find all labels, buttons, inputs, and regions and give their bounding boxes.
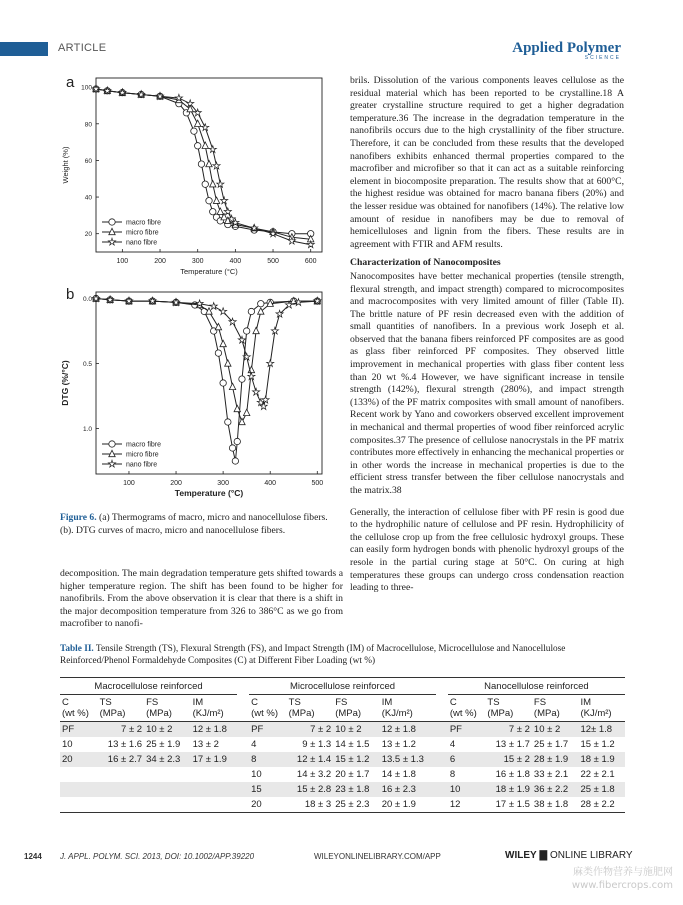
table-cell: 10 ± 2 <box>333 722 380 738</box>
table-cell: 15 ± 1.2 <box>580 739 615 750</box>
table-cell: 13 ± 2 <box>192 739 219 750</box>
table-cell: 12 ± 1.8 <box>380 722 436 738</box>
data-point <box>253 327 259 333</box>
x-tick-label: 500 <box>267 258 279 265</box>
data-point <box>239 376 245 382</box>
table-cell: 20 <box>249 797 287 813</box>
table-cell: 10 <box>62 739 73 750</box>
table-column-header: IM (KJ/m²) <box>380 695 436 722</box>
data-point <box>243 328 249 334</box>
table-cell: 25 ± 1.8 <box>578 782 625 797</box>
series-line <box>96 299 317 407</box>
table-cell: 18 ± 1.9 <box>485 782 532 797</box>
watermark-line: 麻类作物营养与施肥网 <box>573 867 673 878</box>
table-cell: 16 ± 2.3 <box>380 782 436 797</box>
y-axis-label: DTG (%/°C) <box>60 360 70 406</box>
table-cell: 28 ± 2.2 <box>578 797 625 813</box>
y-tick-label: 60 <box>84 157 92 165</box>
data-point <box>258 308 264 314</box>
data-point <box>221 197 228 204</box>
legend-marker <box>108 460 115 467</box>
table-cell <box>60 797 98 813</box>
table-cell: 8 <box>449 769 456 780</box>
data-point <box>224 208 231 215</box>
table-cell: 10 <box>448 782 486 797</box>
table-row <box>60 752 625 767</box>
x-tick-label: 300 <box>191 258 204 265</box>
table-cell: 12± 1.8 <box>578 722 625 738</box>
table-cell: 16 ± 2.7 <box>98 752 145 767</box>
paragraph: decomposition. The main degradation temperature gets shifted towards a higher temperature region. The shift has been found to be higher for nanofibrils. From the above observation it is clear that there is a shift in the major decomposition temperature from 326 to 386°C as we go from macrofiber to nanofi- <box>60 568 343 630</box>
table-cell: 14 ± 3.2 <box>296 769 332 780</box>
wiley-wordmark: WILEY <box>505 850 537 861</box>
table-header-row <box>60 695 625 722</box>
data-point <box>229 383 235 389</box>
table-cell: 18 ± 3 <box>287 797 334 813</box>
x-tick-label: 600 <box>304 258 317 265</box>
table-column-header: TS (MPa) <box>98 695 145 722</box>
figure-caption-text: (a) Thermograms of macro, micro and nanocellulose fibers. (b). DTG curves of macro, micro and nanocellulose fibers. <box>60 512 328 536</box>
legend-label: macro fibre <box>126 441 162 449</box>
y-tick-label: 0.0 <box>82 296 92 303</box>
table-cell: 8 <box>249 752 287 767</box>
y-tick-label: 1.0 <box>82 426 92 433</box>
table-cell: 13 ± 1.7 <box>495 739 530 750</box>
table-caption <box>60 643 625 668</box>
table-cell: 15 ± 2.8 <box>287 782 334 797</box>
x-tick-label: 400 <box>229 258 242 265</box>
x-tick-label: 300 <box>217 480 229 487</box>
data-point <box>225 419 231 425</box>
table-cell <box>98 782 145 797</box>
watermark <box>572 866 673 892</box>
table-cell: 9 ± 1.3 <box>302 739 332 750</box>
paragraph: Nanocomposites have better mechanical properties (tensile strength, flexural strength, and impact strength) compared to microcomposites and macrocomposites with very limited amount of filler (Table II). The brittle nature of PF resin decreased even with the addition of small quantities of nanofibers. In a previous work Joseph et al. observed that the banana fibers reinforced PF composites are as good as glass fiber reinforced PF composites. They observed little improvement in mechanical properties with glass fiber content less than 20 wt %.4 However, we have significant increase in tensile strength (142%), flexural strength (280%), and impact strength (133%) of the PF matrix composites with small amount of nanofibers. Recent work by Yano and coworkers observed excellent improvement in mechanical and thermal properties of wood fiber reinforced acrylic composites.37 The presence of cellulose nanocrystals in the PF matrix contributes more effectively in enhancing the mechanical properties or in other words the increase in mechanical properties is due to the efficient stress transfer between the fiber cellulose nanocrystals and the matrix.38 <box>350 270 624 496</box>
table-cell: 10 ± 2 <box>144 722 191 738</box>
table-row <box>60 737 625 752</box>
dtg-chart <box>60 286 330 504</box>
table-cell <box>144 782 191 797</box>
data-point <box>217 208 223 214</box>
legend-label: micro fibre <box>126 229 159 237</box>
table-cell: 14 ± 1.8 <box>381 769 416 780</box>
data-point <box>220 340 226 346</box>
table-cell: 20 ± 1.9 <box>380 797 436 813</box>
table-cell: 13 ± 1.2 <box>381 739 416 750</box>
data-point <box>239 418 245 424</box>
x-tick-label: 400 <box>264 480 277 487</box>
table-column-header: IM (KJ/m²) <box>578 695 625 722</box>
table-cell <box>98 767 145 782</box>
watermark-line: www.fibercrops.com <box>571 880 673 891</box>
table-cell: 25 ± 1.7 <box>533 739 569 750</box>
table-cell: 34 ± 2.3 <box>144 752 191 767</box>
table-cell: 14 ± 1.5 <box>335 739 370 750</box>
section-heading: Characterization of Nanocomposites <box>350 257 501 269</box>
data-point <box>198 161 204 167</box>
table-row <box>60 767 625 782</box>
paragraph: brils. Dissolution of the various components leaves cellulose as the residual material which has been reported to be crystalline.18 A greater crystalline structure required to get a higher degradation temperature.36 The increase in the degradation temperature in the nanofibrils occurs due to the high crystallinity of the fiber structure. Therefore, it can be concluded from these results that the developed nanofibers exhibits enhanced thermal properties compared to the macrofiber and microfiber so that it can act as a suitable reinforcing element in biocomposite preparation. The results show that at 600°C, the highest residue was obtained for macro banana fibers (20%) and the lesser residue was obtained for nanofibers (14%). The relative low amount of residue in nanofibers may be due to removal of hemicelluloses and lignin from the fibers. These results are in agreement with FTIR and AFM results. <box>350 75 624 250</box>
section-label: ARTICLE <box>58 42 107 54</box>
table-caption-text: Tensile Strength (TS), Flexural Strength (FS), and Impact Strength (IM) of Macrocellulose, Microcellulose and Nanocellulose Reinforced/Phenol Formaldehyde Composites (C) at Different Fiber Loading (wt %) <box>60 644 566 667</box>
table-cell <box>144 797 191 813</box>
header-accent-bar <box>0 42 48 56</box>
legend-marker <box>108 238 115 245</box>
data-point <box>202 142 208 148</box>
y-tick-label: 20 <box>84 231 92 239</box>
table-cell: 22 ± 2.1 <box>580 769 615 780</box>
data-point <box>225 360 231 366</box>
legend-marker <box>109 219 115 225</box>
left-column <box>60 568 343 631</box>
table-cell <box>144 767 191 782</box>
thermogram-chart <box>60 72 330 282</box>
data-point <box>229 445 235 451</box>
journal-site-link[interactable]: WILEYONLINELIBRARY.COM/APP <box>314 852 441 861</box>
wiley-logo <box>505 850 633 861</box>
y-tick-label: 40 <box>84 194 92 202</box>
data-point <box>206 198 212 204</box>
y-tick-label: 0.5 <box>82 361 92 368</box>
online-library-text: ONLINE LIBRARY <box>549 850 633 861</box>
data-point <box>195 143 201 149</box>
table-cell: 18 ± 1.9 <box>578 752 625 767</box>
table-cell: 15 <box>249 782 287 797</box>
x-tick-label: 200 <box>154 258 166 265</box>
table-row <box>60 797 625 813</box>
table-cell: 25 ± 2.3 <box>333 797 380 813</box>
data-point <box>202 181 208 187</box>
data-point <box>232 458 238 464</box>
y-tick-label: 100 <box>81 84 92 92</box>
table-column-header: TS (MPa) <box>287 695 334 722</box>
table-cell: 12 ± 1.8 <box>191 722 238 738</box>
table-cell: 4 <box>251 739 257 750</box>
data-point <box>258 301 264 307</box>
table-column-header: FS (MPa) <box>532 695 579 722</box>
table-cell <box>98 797 145 813</box>
data-point <box>243 409 249 415</box>
table-cell: 15 ± 2 <box>485 752 532 767</box>
figure-caption <box>60 512 340 537</box>
table-cell: PF <box>249 722 287 738</box>
data-point <box>248 373 255 380</box>
table-cell: 20 <box>60 752 98 767</box>
page-number: 1244 <box>24 852 42 861</box>
table-cell: 17 ± 1.5 <box>485 797 532 813</box>
table-cell: 10 ± 2 <box>532 722 579 738</box>
series-line <box>96 299 317 462</box>
table-cell: 17 ± 1.9 <box>191 752 238 767</box>
table-cell: 7 ± 2 <box>98 722 145 738</box>
panel-a-letter: a <box>66 74 75 91</box>
table-cell: 36 ± 2.2 <box>532 782 579 797</box>
table-cell: 38 ± 1.8 <box>532 797 579 813</box>
mechanical-properties-table <box>60 677 625 813</box>
table-cell <box>191 782 238 797</box>
data-point <box>253 388 260 395</box>
table-cell <box>60 767 98 782</box>
table-cell: 15 ± 1.2 <box>333 752 380 767</box>
figure-label: Figure 6. <box>60 512 97 523</box>
data-point <box>210 181 216 187</box>
table-column-header: FS (MPa) <box>144 695 191 722</box>
legend-label: nano fibre <box>126 461 158 469</box>
table-cell: 33 ± 2.1 <box>533 769 569 780</box>
x-tick-label: 500 <box>311 480 324 487</box>
table-cell: 16 ± 1.8 <box>495 769 530 780</box>
data-point <box>202 124 209 131</box>
table-cell: PF <box>60 722 98 738</box>
x-axis-label: Temperature (°C) <box>180 267 238 276</box>
table-cell: 28 ± 1.9 <box>532 752 579 767</box>
table-column-header: FS (MPa) <box>333 695 380 722</box>
table-cell: 12 <box>448 797 486 813</box>
book-icon: ▇ <box>539 850 548 861</box>
table-column-header: C (wt %) <box>249 695 287 722</box>
table-cell: 20 ± 1.7 <box>335 769 370 780</box>
data-point <box>210 303 217 310</box>
data-point <box>220 380 226 386</box>
legend-label: micro fibre <box>126 451 159 459</box>
data-point <box>248 308 254 314</box>
data-point <box>213 197 219 203</box>
data-point <box>234 438 240 444</box>
table-column-header: TS (MPa) <box>485 695 532 722</box>
paragraph: Generally, the interaction of cellulose fiber with PF resin is good due to the hydrophilic nature of cellulose and PF resin. Hydrophilicity of the cellulose crop up from the free cellulosic hydroxyl groups. These can easily form hydrogen bonds with phenolic hydroxyl groups of the resole in the partial curing stage at 50°C. On curing at high temperatures these groups can undergo cross condensation reaction leading to three- <box>350 506 624 594</box>
y-tick-label: 80 <box>84 121 92 129</box>
right-column <box>350 75 624 595</box>
table-row <box>60 782 625 797</box>
table-group-header: Macrocellulose reinforced <box>60 678 237 695</box>
data-point <box>191 128 197 134</box>
x-tick-label: 200 <box>170 480 182 487</box>
table-cell <box>191 767 238 782</box>
table-cell: 7 ± 2 <box>287 722 334 738</box>
legend-label: macro fibre <box>126 219 162 227</box>
table-cell: 13 ± 1.6 <box>107 739 143 750</box>
citation: J. APPL. POLYM. SCI. 2013, DOI: 10.1002/APP.39220 <box>60 852 255 861</box>
table-group-header: Microcellulose reinforced <box>249 678 436 695</box>
journal-logo: Applied Polymer <box>512 40 621 56</box>
table-cell <box>60 782 98 797</box>
table-group-header: Nanocellulose reinforced <box>448 678 625 695</box>
data-point <box>215 350 221 356</box>
table-column-header: C (wt %) <box>448 695 486 722</box>
table-label: Table II. <box>60 644 94 654</box>
table-cell: 6 <box>448 752 486 767</box>
data-point <box>238 336 245 343</box>
panel-b-letter: b <box>66 286 75 303</box>
table-cell: 10 <box>251 769 262 780</box>
legend-label: nano fibre <box>126 239 158 247</box>
table-column-header: C (wt %) <box>60 695 98 722</box>
table-row <box>60 722 625 738</box>
table-cell: 7 ± 2 <box>485 722 532 738</box>
x-axis-label: Temperature (°C) <box>174 488 244 498</box>
table-cell: PF <box>448 722 486 738</box>
data-point <box>195 120 201 126</box>
table-cell: 23 ± 1.8 <box>333 782 380 797</box>
table-cell: 25 ± 1.9 <box>146 739 181 750</box>
table-cell: 12 ± 1.4 <box>287 752 334 767</box>
x-tick-label: 100 <box>123 480 135 487</box>
table-column-header: IM (KJ/m²) <box>191 695 238 722</box>
legend-marker <box>109 441 115 447</box>
table-cell <box>191 797 238 813</box>
x-tick-label: 100 <box>116 258 129 265</box>
y-axis-label: Weight (%) <box>61 146 70 184</box>
table-cell: 13.5 ± 1.3 <box>380 752 436 767</box>
data-point <box>206 160 212 166</box>
journal-logo-sub: SCIENCE <box>584 55 621 61</box>
table-cell: 4 <box>449 739 456 750</box>
